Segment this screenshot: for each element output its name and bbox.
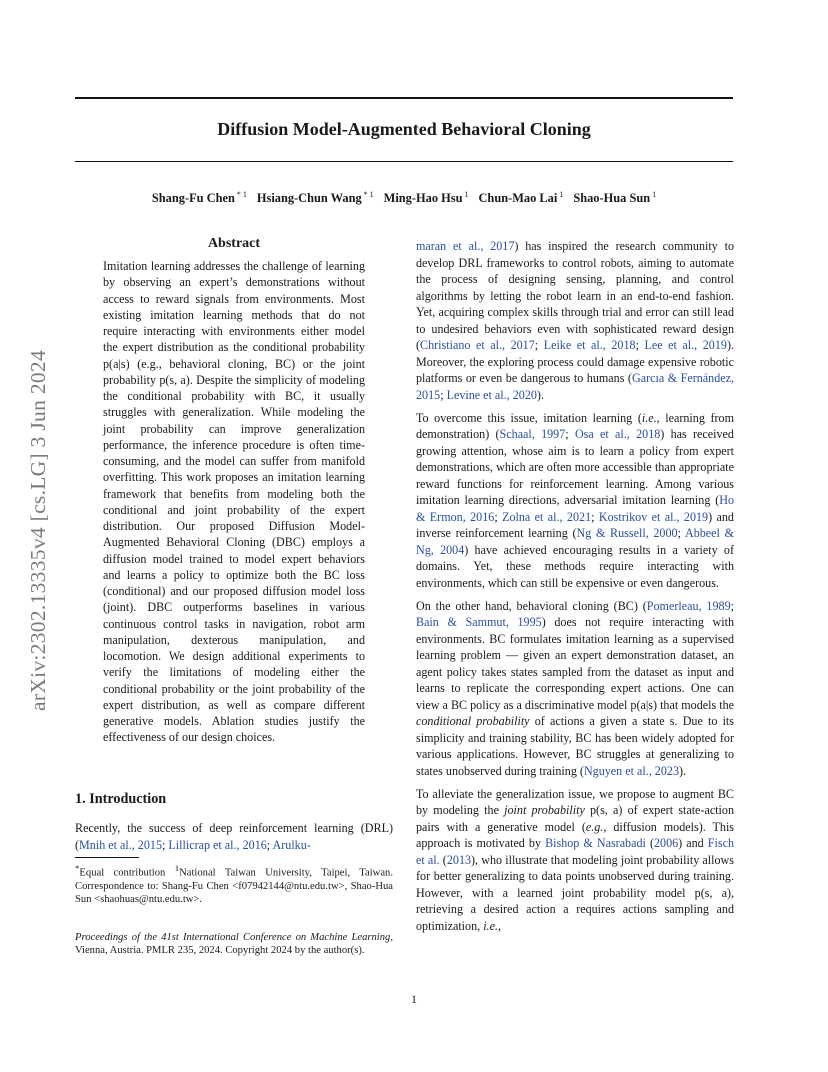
arxiv-id: arXiv:2302.13335v4 [cs.LG] 3 Jun 2024: [26, 349, 51, 711]
body-text: ) and: [678, 836, 708, 850]
citation-link[interactable]: Zolna et al., 2021: [502, 509, 592, 524]
correspondence-note: Correspondence to: Shang-Fu Chen <f07942144@ntu.edu.tw>, Shao-Hua Sun <shaohuas@ntu.edu.tw>.: [75, 880, 393, 906]
intro-paragraph-start: [75, 820, 393, 853]
body-text: ;: [565, 427, 575, 441]
abstract-heading: Abstract: [207, 236, 261, 251]
intro-paragraph: [416, 598, 734, 780]
body-text: ;: [440, 387, 447, 402]
right-column: [416, 238, 734, 941]
body-text: ).: [536, 387, 544, 402]
equal-contribution-note: Equal contribution: [79, 867, 166, 879]
citation-link[interactable]: Ng & Russell, 2000: [576, 526, 678, 540]
section-heading-introduction: 1. Introduction: [75, 791, 167, 807]
intro-separator: ;: [162, 837, 169, 852]
author-name: Chun-Mao Lai $^1$: [478, 190, 564, 206]
body-text: p(s, a) of expert state-action pairs with a generative model (: [416, 803, 735, 834]
body-text: , diffusion models). This approach is motivated by: [416, 819, 735, 850]
proceedings-note: [75, 931, 393, 958]
body-text: ) has inspired the research community to develop DRL frameworks to control robots, aiming to automate the process of designing sensing, planning, and control algorithms by letting the robot learn in an end-to-end fashion. Yet, acquiring complex skills through trial and error can still lead to undesired behaviors even with sophisticated reward design (: [416, 239, 734, 352]
citation-link[interactable]: Lillicrap et al., 2016: [168, 837, 267, 852]
emphasis-text: i.e.: [483, 918, 498, 933]
paper-title: Diffusion Model-Augmented Behavioral Cloning: [217, 119, 591, 139]
body-text: ;: [635, 338, 645, 352]
intro-paragraph: [416, 238, 734, 403]
body-text: ) does not require interacting with environments. BC formulates imitation learning as a supervised learning problem — given an expert demonstration dataset, an agent policy takes states sampled from the dataset as input and learns to replicate the corresponding expert actions. One can view a BC policy as a discriminative model p(a|s) that models the: [416, 615, 735, 712]
body-text: ) and inverse reinforcement learning (: [416, 509, 734, 540]
body-text: To alleviate the generalization issue, we propose to augment BC by modeling the: [416, 786, 734, 817]
author-affiliation-mark: * 1: [361, 190, 374, 199]
citation-link[interactable]: Christiano et al., 2017: [420, 338, 535, 352]
body-text: (: [645, 836, 654, 850]
body-text: To overcome this issue, imitation learning (: [416, 410, 642, 425]
citation-link[interactable]: Garcıa & Fernández, 2015: [416, 371, 734, 402]
intro-paragraph: [416, 410, 734, 592]
author-name: Shao-Hua Sun $^1$: [573, 190, 657, 206]
citation-link[interactable]: 2006: [653, 836, 679, 850]
citation-link[interactable]: Bishop & Nasrabadi: [545, 836, 646, 850]
citation-link[interactable]: Lee et al., 2019: [644, 338, 727, 352]
citation-link[interactable]: Ho & Ermon, 2016: [416, 493, 734, 524]
citation-link[interactable]: Nguyen et al., 2023: [583, 763, 679, 778]
left-column: [75, 236, 393, 746]
citation-link[interactable]: Fisch et al.: [416, 836, 734, 867]
citation-link[interactable]: Arulku-: [272, 837, 311, 852]
citation-link[interactable]: Osa et al., 2018: [574, 427, 661, 441]
body-text: ) has received growing attention, whose aim is to learn a policy from expert demonstrations, which are often more accessible than appropriate reward functions for reinforcement learning. Among various imitation learning directions, adversarial imitation learning (: [416, 427, 734, 507]
arxiv-watermark: [17, 295, 61, 765]
intro-separator: ;: [266, 837, 273, 852]
author-affiliation-mark: * 1: [234, 190, 247, 199]
citation-link[interactable]: Kostrikov et al., 2019: [598, 509, 709, 524]
affiliation-footnote: *Equal contribution $^1$National Taiwan University, Taipei, Taiwan. Correspondence to: Shang-Fu Chen <f07942144@ntu.edu.tw>, Shao-Hua Sun <shaohuas@ntu.edu.tw>.: [75, 863, 393, 906]
body-text: ;: [494, 509, 503, 524]
emphasis-text: conditional probability: [416, 714, 530, 728]
citation-link[interactable]: Mnih et al., 2015: [79, 837, 162, 852]
author-affiliation-mark: 1: [462, 190, 469, 199]
citation-link[interactable]: Bain & Sammut, 1995: [416, 615, 542, 629]
body-text: ).: [679, 763, 687, 778]
proceedings-copyright: , Vienna, Austria. PMLR 235, 2024. Copyright 2024 by the author(s).: [75, 932, 393, 957]
citation-link[interactable]: Pomerleau, 1989: [646, 598, 731, 613]
affiliation-note: National Taiwan University, Taipei, Taiwan.: [179, 867, 393, 879]
citation-link[interactable]: Leike et al., 2018: [543, 338, 636, 352]
body-text: ,: [497, 918, 501, 933]
body-text: ;: [730, 598, 734, 613]
body-text: ;: [591, 509, 599, 524]
body-text: ). Moreover, the exploring process could damage expensive robotic platforms or even be dangerous to humans (: [416, 338, 735, 385]
title-rule-top: [75, 97, 733, 99]
citation-link[interactable]: Abbeel & Ng, 2004: [416, 526, 734, 557]
intro-paragraph: [416, 786, 734, 935]
body-text: of actions a given a state s. Due to its simplicity and training stability, BC has been widely adopted for various applications. However, BC struggles at generalizing to states unobserved during training (: [416, 714, 734, 778]
emphasis-text: e.g.: [585, 819, 604, 834]
body-text: ), who illustrate that modeling joint probability allows for better generalizing to data points unobserved during training. However, with a learned joint probability model p(s, a), retrieving a desired action a requires actions sampling and optimization,: [416, 852, 734, 933]
citation-link[interactable]: Schaal, 1997: [499, 427, 566, 441]
citation-link[interactable]: maran et al., 2017: [416, 239, 515, 253]
title-rule-bottom: [75, 161, 733, 162]
footnote-rule: [75, 857, 139, 858]
author-affiliation-mark: 1: [650, 190, 657, 199]
emphasis-text: joint probability: [504, 803, 585, 817]
page-number: 1: [411, 992, 417, 1006]
author-name: Hsiang-Chun Wang $^{* 1}$: [256, 190, 374, 206]
body-text: , learning from demonstration) (: [416, 410, 734, 441]
proceedings-venue: Proceedings of the 41st International Conference on Machine Learning: [75, 932, 391, 943]
author-name: Ming-Hao Hsu $^1$: [383, 190, 469, 206]
citation-link[interactable]: 2013: [446, 852, 472, 867]
body-text: ) have achieved encouraging results in a variety of domains. Yet, these methods require interacting with environments, which can still be expensive or even dangerous.: [416, 542, 734, 590]
citation-link[interactable]: Levine et al., 2020: [446, 387, 537, 402]
author-list: [75, 190, 733, 206]
author-name: Shang-Fu Chen $^{* 1}$: [151, 190, 247, 206]
body-text: ;: [677, 526, 685, 540]
author-affiliation-mark: 1: [557, 190, 564, 199]
emphasis-text: i.e.: [641, 410, 657, 425]
intro-text: Recently, the success of deep reinforcement learning (DRL) (: [75, 821, 393, 852]
body-text: On the other hand, behavioral cloning (BC) (: [416, 598, 647, 613]
abstract-body: Imitation learning addresses the challenge of learning by observing an expert’s demonstrations without access to reward signals from environments. Most existing imitation learning methods that do not require interacting with environments either model the expert distribution as the conditional probability p(a|s) (e.g., behavioral cloning, BC) or the joint probability p(s, a). Despite the simplicity of modeling the conditional probability with BC, it usually struggles with generalization. While modeling the joint probability can improve generalization performance, the inference procedure is often time-consuming, and the model can suffer from manifold overfitting. This work proposes an imitation learning framework that benefits from modeling both the conditional and joint probability of the expert distribution. Our proposed Diffusion Model-Augmented Behavioral Cloning (DBC) employs a diffusion model trained to model expert behaviors and learns a policy to optimize both the BC loss (conditional) and our proposed diffusion model loss (joint). DBC outperforms baselines in various continuous control tasks in navigation, robot arm manipulation, dexterous manipulation, and locomotion. We design additional experiments to verify the limitations of modeling either the conditional probability or the joint probability of the expert distribution, as well as compare different generative models. Ablation studies justify the effectiveness of our design choices.: [103, 259, 365, 745]
body-text: (: [439, 852, 447, 867]
body-text: ;: [534, 338, 544, 352]
